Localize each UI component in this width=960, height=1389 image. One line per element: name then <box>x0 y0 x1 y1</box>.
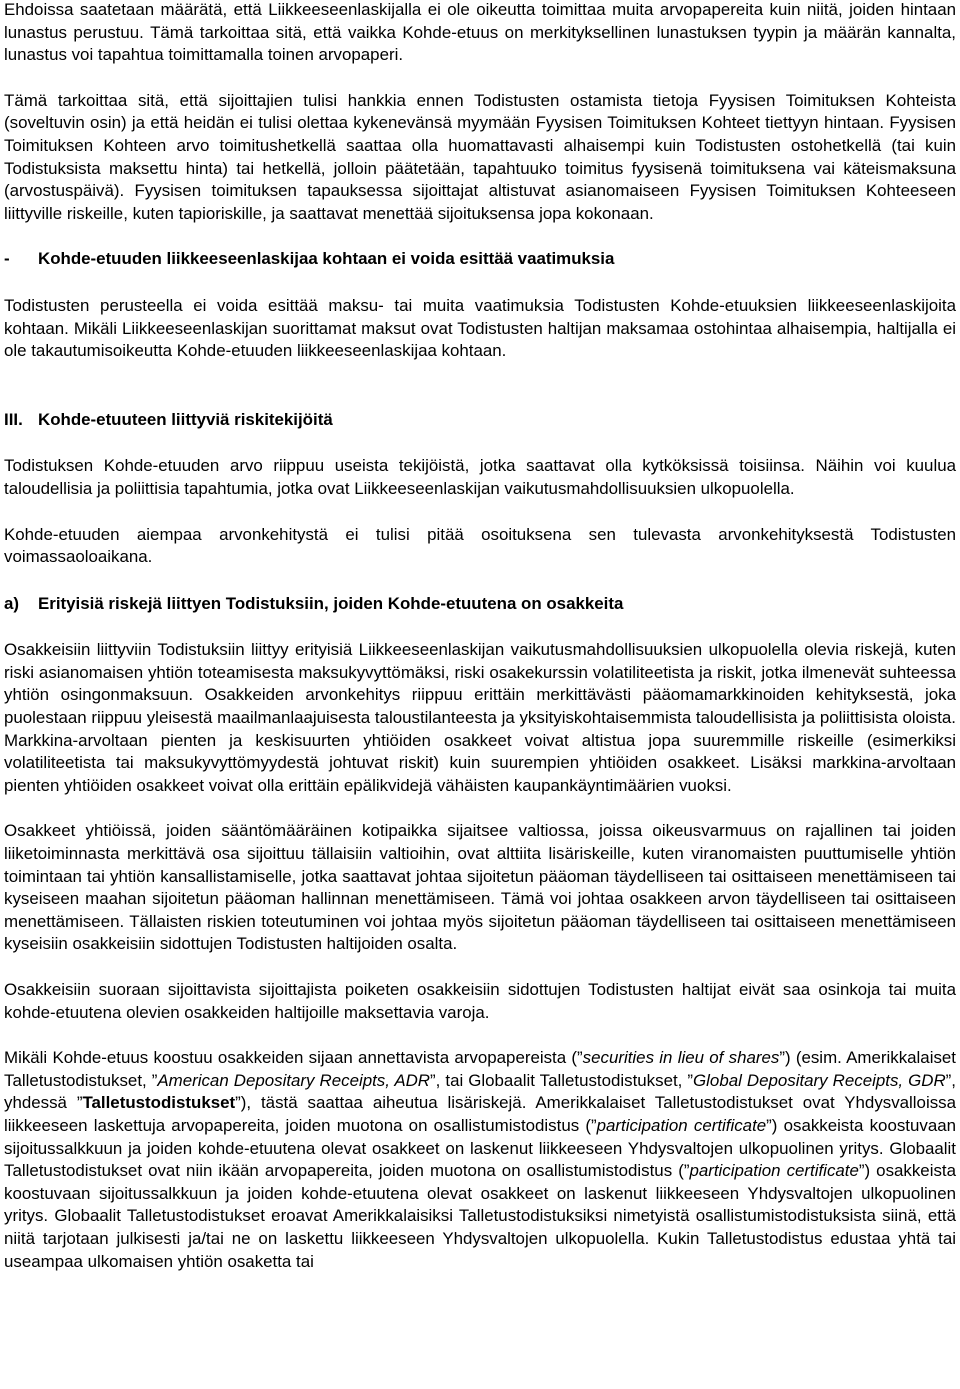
text-run: ”) osakkeista koostuvaan sijoitussalkkuun ja joiden kohde-etuutena olevat osakkeet on laskenut liikkeeseen Yhdysvaltojen ulkopuolinen yritys. Globaalit Talletustodistukset ovat niin ikään arvopapereita, joiden muotona on osallistumistodistus (” <box>4 1115 956 1181</box>
italic-term: participation certificate <box>596 1115 767 1135</box>
text-run: Mikäli Kohde-etuus koostuu osakkeiden sijaan annettavista arvopapereista (” <box>4 1048 583 1068</box>
heading-marker: III. <box>4 409 23 429</box>
paragraph-dividends: Osakkeisiin suoraan sijoittavista sijoittajista poiketen osakkeisiin sidottujen Todistusten haltijat eivät saa osinkoja tai muita kohde-etuutena olevien osakkeiden haltijoille maksettavia varoja. <box>4 980 956 1022</box>
heading-marker: - <box>4 249 10 269</box>
paragraph-no-claims: Todistusten perusteella ei voida esittää maksu- tai muita vaatimuksia Todistusten Kohde-etuuksien liikkeeseenlaskijoita kohtaan. Mikäli Liikkeeseenlaskijan suorittamat maksut ovat Todistusten haltijan maksamaa ostohintaa alhaisempia, haltijalla ei ole takautumisoikeutta Kohde-etuuden liikkeeseenlaskijaa kohtaan. <box>4 295 956 361</box>
heading-section-iii <box>4 409 956 432</box>
italic-term: securities in lieu of shares <box>582 1048 780 1068</box>
text-run: ”) osakkeista koostuvaan sijoitussalkkuun ja joiden kohde-etuutena olevat osakkeet on laskenut liikkeeseen Yhdysvaltojen ulkopuolinen yritys. Globaalit Talletustodistukset eroavat Amerikkalaisiksi Talletustodistuksiksi nimetyistä osallistumistodistuksista siinä, että niitä tarjotaan julkisesti ja/tai ne on laskettu liikkeeseen Yhdysvaltojen ulkopuolella. Kukin Talletustodistus edustaa yhtä tai useampaa ulkomaisen yhtiön osaketta tai <box>4 1161 956 1271</box>
heading-text: Erityisiä riskejä liittyen Todistuksiin, joiden Kohde-etuutena on osakkeita <box>38 593 624 613</box>
document-page <box>4 0 956 1273</box>
paragraph-depositary-receipts <box>4 1047 956 1273</box>
heading-text: Kohde-etuuteen liittyviä riskitekijöitä <box>38 409 333 429</box>
italic-term: American Depositary Receipts, ADR <box>157 1070 431 1090</box>
text-run: ”), tästä saattaa aiheutua lisäriskejä. Amerikkalaiset Talletustodistukset ovat Yhdysvalloissa liikkeeseen laskettuja arvopapereita, joiden muotona on osallistumistodistus (” <box>4 1093 956 1135</box>
heading-marker: a) <box>4 593 20 613</box>
italic-term: participation certificate <box>689 1161 859 1181</box>
paragraph-underlying-value: Todistuksen Kohde-etuuden arvo riippuu useista tekijöistä, jotka saattavat olla kytköksissä toisiinsa. Näihin voi kuulua taloudellisia ja poliittisia tapahtumia, jotka ovat Liikkeeseenlaskijan vaikutusmahdollisuuksien ulkopuolella. <box>4 456 956 498</box>
paragraph-physical-delivery-risks: Tämä tarkoittaa sitä, että sijoittajien tulisi hankkia ennen Todistusten ostamista tietoja Fyysisen Toimituksen Kohteista (soveltuvin osin) ja että heidän ei tulisi olettaa kykenevänsä myymään Fyysisen Toimituksen Kohteet tiettyyn hintaan. Fyysisen Toimituksen Kohteen arvo toimitushetkellä saattaa olla huomattavasti alhaisempi kuin Todistusten ostohetkellä (tai kuin Todistuksista maksettu hinta) tai hetkellä, jolloin päätetään, tapahtuuko toimitus fyysisenä toimituksena vai käteismaksuna (arvostuspäivä). Fyysisen toimituksen tapauksessa sijoittajat altistuvat asianomaiseen Fyysisen Toimituksen Kohteeseen liittyville riskeille, kuten tapioriskille, ja saattavat menettää sijoituksensa jopa kokonaan. <box>4 90 956 223</box>
text-run: ”) (esim. Amerikkalaiset Talletustodistukset, ” <box>4 1048 956 1090</box>
text-run: ”, yhdessä ” <box>4 1070 956 1113</box>
heading-text: Kohde-etuuden liikkeeseenlaskijaa kohtaan ei voida esittää vaatimuksia <box>38 249 615 269</box>
paragraph-past-performance: Kohde-etuuden aiempaa arvonkehitystä ei tulisi pitää osoituksena sen tulevasta arvonkehityksestä Todistusten voimassaoloaikana. <box>4 524 956 567</box>
heading-no-claims <box>4 248 956 271</box>
paragraph-share-risks: Osakkeisiin liittyviin Todistuksiin liittyy erityisiä Liikkeeseenlaskijan vaikutusmahdollisuuksien ulkopuolella olevia riskejä, kuten riski asianomaisen yhtiön toteamisesta maksukyvyttömäksi, riski osakekurssin volatiliteetista ja riskit, jotka ilmenevät suhteessa yhtiön osingonmaksuun. Osakkeiden arvonkehitys riippuu erittäin merkittävästi pääomamarkkinoiden kehityksestä, joka puolestaan riippuu yleisestä maailmanlaajuisesta taloustilanteesta ja yksityiskohtaisemmista taloudellisista ja poliittisista oloista. Markkina-arvoltaan pienten ja keskisuurten yhtiöiden osakkeet voivat altistua jopa suuremmille riskeille (esimerkiksi volatiliteetista tai maksukyvyttömyydestä johtuvat riskit) kuin suurempien yhtiöiden osakkeet. Lisäksi markkina-arvoltaan pienten yhtiöiden osakkeet voivat olla erittäin epälikvidejä vähäisten kaupankäyntimäärien vuoksi. <box>4 640 956 795</box>
bold-defined-term: Talletustodistukset <box>82 1093 236 1113</box>
italic-term: Global Depositary Receipts, GDR <box>693 1070 946 1090</box>
heading-subsection-a <box>4 593 956 616</box>
text-run: ”, tai Globaalit Talletustodistukset, ” <box>430 1070 694 1090</box>
paragraph-jurisdiction-risks: Osakkeet yhtiöissä, joiden sääntömääräinen kotipaikka sijaitsee valtiossa, joissa oikeusvarmuus on rajallinen tai joiden liiketoiminnasta merkittävä osa sijoittuu tällaisiin valtioihin, ovat alttiita lisäriskeille, kuten viranomaisten puuttumiselle yhtiön toimintaan tai yhtiön kansallistamiselle, jotka saattavat johtaa sijoitetun pääoman täydelliseen tai osittaiseen menettämiseen tai kyseiseen maahan sijoitetun pääoman hallinnan menettämiseen. Tämä voi johtaa osakkeen arvon täydelliseen tai osittaiseen menettämiseen. Tällaisten riskien toteutuminen voi johtaa myös sijoitetun pääoman täydelliseen tai osittaiseen menettämiseen kyseisiin osakkeisiin sidottujen Todistusten haltijoiden osalta. <box>4 821 956 954</box>
paragraph-physical-delivery-terms: Ehdoissa saatetaan määrätä, että Liikkeeseenlaskijalla ei ole oikeutta toimittaa muita arvopapereita kuin niitä, joiden hintaan lunastus perustuu. Tämä tarkoittaa sitä, että vaikka Kohde-etuus on merkityksellinen lunastuksen tyypin ja määrän kannalta, lunastus voi tapahtua toimittamalla toinen arvopaperi. <box>4 0 956 65</box>
